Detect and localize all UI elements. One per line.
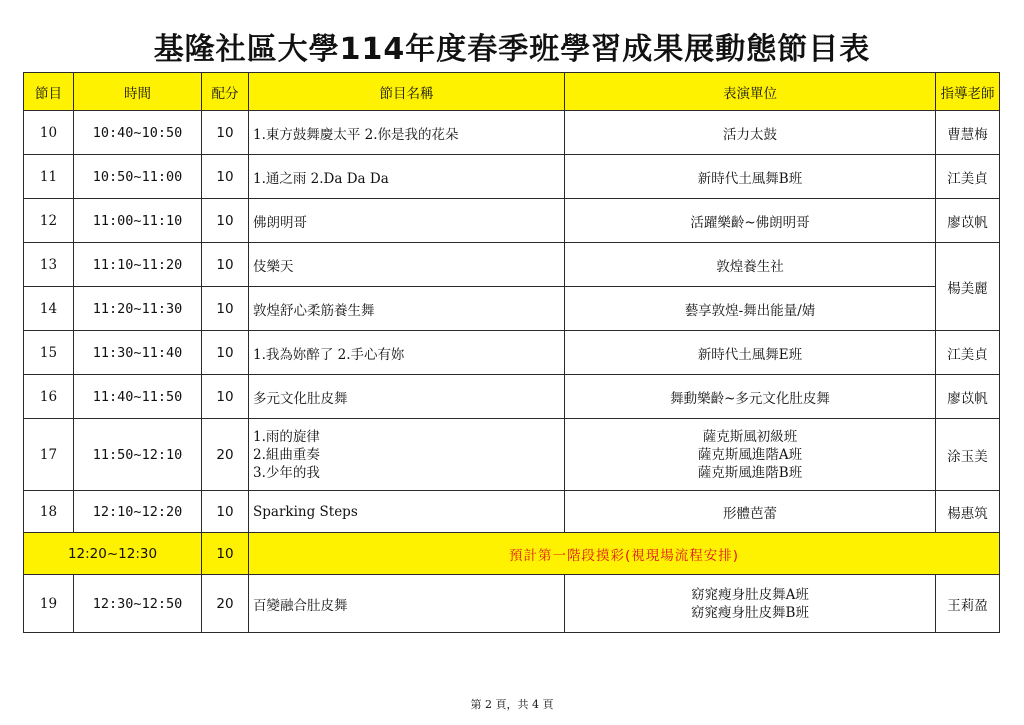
cell-no: 16: [24, 375, 74, 419]
unit-line: 窈窕瘦身肚皮舞B班: [691, 604, 809, 621]
cell-program: 多元文化肚皮舞: [249, 375, 565, 419]
cell-score: 20: [202, 575, 249, 633]
table-row: [24, 199, 1000, 243]
cell-time: 12:30~12:50: [74, 575, 202, 633]
cell-no: 13: [24, 243, 74, 287]
cell-unit: 藝享敦煌-舞出能量/婧: [565, 287, 936, 331]
cell-unit: [565, 575, 936, 633]
cell-no: 18: [24, 491, 74, 533]
cell-score: 10: [202, 155, 249, 199]
cell-program: 1.東方鼓舞慶太平 2.你是我的花朵: [249, 111, 565, 155]
cell-no: 12: [24, 199, 74, 243]
table-header-row: [24, 73, 1000, 111]
cell-time: 11:50~12:10: [74, 419, 202, 491]
header-time: 時間: [74, 73, 202, 111]
cell-score: 10: [202, 243, 249, 287]
header-no: 節目: [24, 73, 74, 111]
cell-unit: 活力太鼓: [565, 111, 936, 155]
cell-time: 11:10~11:20: [74, 243, 202, 287]
cell-program: 佛朗明哥: [249, 199, 565, 243]
table-row: [24, 331, 1000, 375]
cell-score: 10: [202, 331, 249, 375]
cell-program: 1.通之雨 2.Da Da Da: [249, 155, 565, 199]
unit-line: 薩克斯風初級班: [702, 428, 798, 445]
cell-unit: 新時代土風舞E班: [565, 331, 936, 375]
program-line: 3.少年的我: [253, 464, 320, 481]
table-row: [24, 287, 1000, 331]
cell-time: 10:40~10:50: [74, 111, 202, 155]
header-teacher: 指導老師: [936, 73, 1000, 111]
cell-score: 10: [202, 111, 249, 155]
page-title: 基隆社區大學114年度春季班學習成果展動態節目表: [153, 32, 871, 67]
header-score: 配分: [202, 73, 249, 111]
cell-teacher: 楊美麗: [936, 243, 1000, 331]
unit-line: 薩克斯風進階A班: [697, 446, 803, 463]
cell-score: 20: [202, 419, 249, 491]
cell-teacher: 楊惠筑: [936, 491, 1000, 533]
lottery-break-row: [24, 533, 1000, 575]
cell-score: 10: [202, 491, 249, 533]
cell-time: 11:30~11:40: [74, 331, 202, 375]
cell-time: 12:10~12:20: [74, 491, 202, 533]
cell-teacher: 江美貞: [936, 155, 1000, 199]
cell-teacher: 廖苡帆: [936, 199, 1000, 243]
table-row: [24, 155, 1000, 199]
cell-program: 1.我為妳醉了 2.手心有妳: [249, 331, 565, 375]
cell-teacher: 曹慧梅: [936, 111, 1000, 155]
table-row: [24, 111, 1000, 155]
header-program: 節目名稱: [249, 73, 565, 111]
cell-score: 10: [202, 199, 249, 243]
cell-teacher: 廖苡帆: [936, 375, 1000, 419]
cell-time: 11:20~11:30: [74, 287, 202, 331]
cell-no: 11: [24, 155, 74, 199]
cell-time: 11:40~11:50: [74, 375, 202, 419]
cell-program: Sparking Steps: [249, 491, 565, 533]
cell-no: 19: [24, 575, 74, 633]
cell-score: 10: [202, 375, 249, 419]
table-row: [24, 575, 1000, 633]
table-row: [24, 491, 1000, 533]
cell-no: 10: [24, 111, 74, 155]
cell-program: [249, 419, 565, 491]
unit-line: 窈窕瘦身肚皮舞A班: [691, 586, 809, 603]
cell-teacher: 江美貞: [936, 331, 1000, 375]
unit-line: 薩克斯風進階B班: [697, 464, 803, 481]
table-row: [24, 375, 1000, 419]
cell-unit: 形體芭蕾: [565, 491, 936, 533]
lottery-notice: 預計第一階段摸彩(視現場流程安排): [249, 533, 1000, 575]
cell-no: 17: [24, 419, 74, 491]
cell-teacher: 王莉盈: [936, 575, 1000, 633]
cell-no: 15: [24, 331, 74, 375]
cell-program: 伎樂天: [249, 243, 565, 287]
program-line: 1.雨的旋律: [253, 428, 320, 445]
cell-time: 11:00~11:10: [74, 199, 202, 243]
table-row: [24, 419, 1000, 491]
cell-program: 百變融合肚皮舞: [249, 575, 565, 633]
cell-time: 10:50~11:00: [74, 155, 202, 199]
cell-unit: [565, 419, 936, 491]
header-unit: 表演單位: [565, 73, 936, 111]
page-number: 第 2 頁，共 4 頁: [470, 698, 554, 711]
cell-unit: 敦煌養生社: [565, 243, 936, 287]
cell-unit: 新時代土風舞B班: [565, 155, 936, 199]
cell-score: 10: [202, 287, 249, 331]
table-row: [24, 243, 1000, 287]
break-time: 12:20~12:30: [24, 533, 202, 575]
break-score: 10: [202, 533, 249, 575]
program-table: [23, 72, 1000, 633]
cell-unit: 舞動樂齡~多元文化肚皮舞: [565, 375, 936, 419]
cell-unit: 活躍樂齡~佛朗明哥: [565, 199, 936, 243]
program-line: 2.組曲重奏: [253, 446, 320, 463]
cell-no: 14: [24, 287, 74, 331]
cell-teacher: 涂玉美: [936, 419, 1000, 491]
cell-program: 敦煌舒心柔筋養生舞: [249, 287, 565, 331]
